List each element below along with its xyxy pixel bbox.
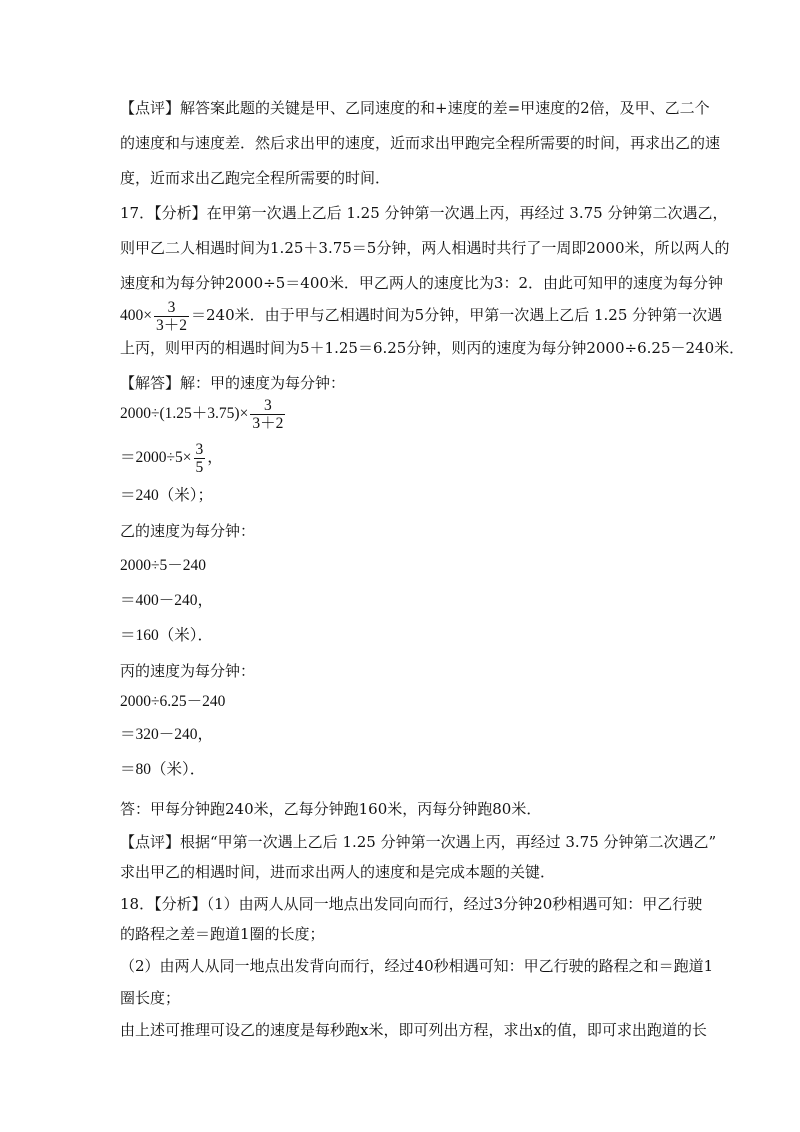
p17-a4-pre: 400× — [120, 307, 152, 324]
p17-yi-step-3: ＝160（米）． — [120, 627, 214, 644]
fraction — [194, 441, 206, 476]
p17-yi-heading: 乙的速度为每分钟： — [120, 522, 256, 540]
p18-analysis-line-3: （2）由两人从同一地点出发背向而行，经过40秒相遇可知：甲乙行驶的路程之和＝跑道1 — [120, 957, 714, 975]
fraction-numerator: 3 — [195, 440, 204, 458]
p16-comment-line-2: 的速度和与速度差．然后求出甲的速度，近而求出甲跑完全程所需要的时间，再求出乙的速 — [120, 134, 721, 152]
p17-solution-step-1 — [120, 396, 287, 432]
p17-bing-heading: 丙的速度为每分钟： — [120, 662, 256, 680]
p17-yi-step-2: ＝400－240， — [120, 592, 214, 609]
p17-s2-post: ， — [207, 449, 223, 466]
p17-comment-line-2: 求出甲乙的相遇时间，进而求出两人的速度和是完成本题的关键． — [120, 863, 556, 881]
p16-comment-line-3: 度，近而求出乙跑完全程所需要的时间． — [120, 169, 391, 187]
p17-analysis-line-3: 速度和为每分钟2000÷5＝400米．甲乙两人的速度比为3：2．由此可知甲的速度为每分钟 — [120, 274, 724, 292]
p18-analysis-line-5: 由上述可推理可设乙的速度是每秒跑x米，即可列出方程，求出x的值，即可求出跑道的长 — [120, 1021, 707, 1039]
p17-s1-pre: 2000÷(1.25＋3.75)× — [120, 405, 249, 422]
p17-analysis-line-5: 上丙，则甲丙的相遇时间为5＋1.25＝6.25分钟，则丙的速度为每分钟2000÷6.25－240米． — [120, 339, 745, 357]
fraction-denominator: 3＋2 — [252, 414, 284, 432]
p17-answer: 答：甲每分钟跑240米，乙每分钟跑160米，丙每分钟跑80米． — [120, 800, 542, 818]
p17-bing-step-1: 2000÷6.25－240 — [120, 693, 226, 710]
fraction-numerator: 3 — [250, 397, 285, 415]
fraction — [250, 397, 285, 432]
p17-a4-post: ＝240米．由于甲与乙相遇时间为5分钟，甲第一次遇上乙后 1.25 分钟第一次遇 — [191, 306, 723, 324]
p17-solution-step-2 — [120, 440, 223, 476]
p17-solution-step-3: ＝240（米）； — [120, 487, 214, 504]
p17-comment-line-1: 【点评】根据“甲第一次遇上乙后 1.25 分钟第一次遇上丙，再经过 3.75 分钟第二次遇乙” — [120, 833, 717, 851]
p17-analysis-line-4 — [120, 297, 722, 334]
p17-solution-heading: 【解答】解：甲的速度为每分钟： — [120, 374, 346, 392]
fraction — [154, 299, 189, 334]
p17-s2-pre: ＝2000÷5× — [120, 449, 192, 466]
p17-bing-step-3: ＝80（米）． — [120, 761, 206, 778]
fraction-numerator: 3 — [154, 299, 189, 317]
p17-bing-step-2: ＝320－240， — [120, 726, 214, 743]
p17-analysis-line-2: 则甲乙二人相遇时间为1.25＋3.75＝5分钟，两人相遇时共行了一周即2000米，所以两人的 — [120, 239, 730, 257]
p18-analysis-line-2: 的路程之差＝跑道1圈的长度； — [120, 925, 325, 943]
fraction-denominator: 5 — [195, 458, 204, 476]
fraction-denominator: 3＋2 — [156, 316, 188, 334]
p17-analysis-line-1: 17．【分析】在甲第一次遇上乙后 1.25 分钟第一次遇上丙，再经过 3.75 分钟第二次遇乙， — [120, 204, 728, 222]
p18-analysis-line-4: 圈长度； — [120, 989, 181, 1007]
p16-comment-line-1: 【点评】解答案此题的关键是甲、乙同速度的和+速度的差=甲速度的2倍，及甲、乙二个 — [120, 99, 710, 117]
p17-yi-step-1: 2000÷5－240 — [120, 557, 207, 574]
p18-analysis-line-1: 18．【分析】（1）由两人从同一地点出发同向而行，经过3分钟20秒相遇可知：甲乙行驶 — [120, 895, 703, 913]
